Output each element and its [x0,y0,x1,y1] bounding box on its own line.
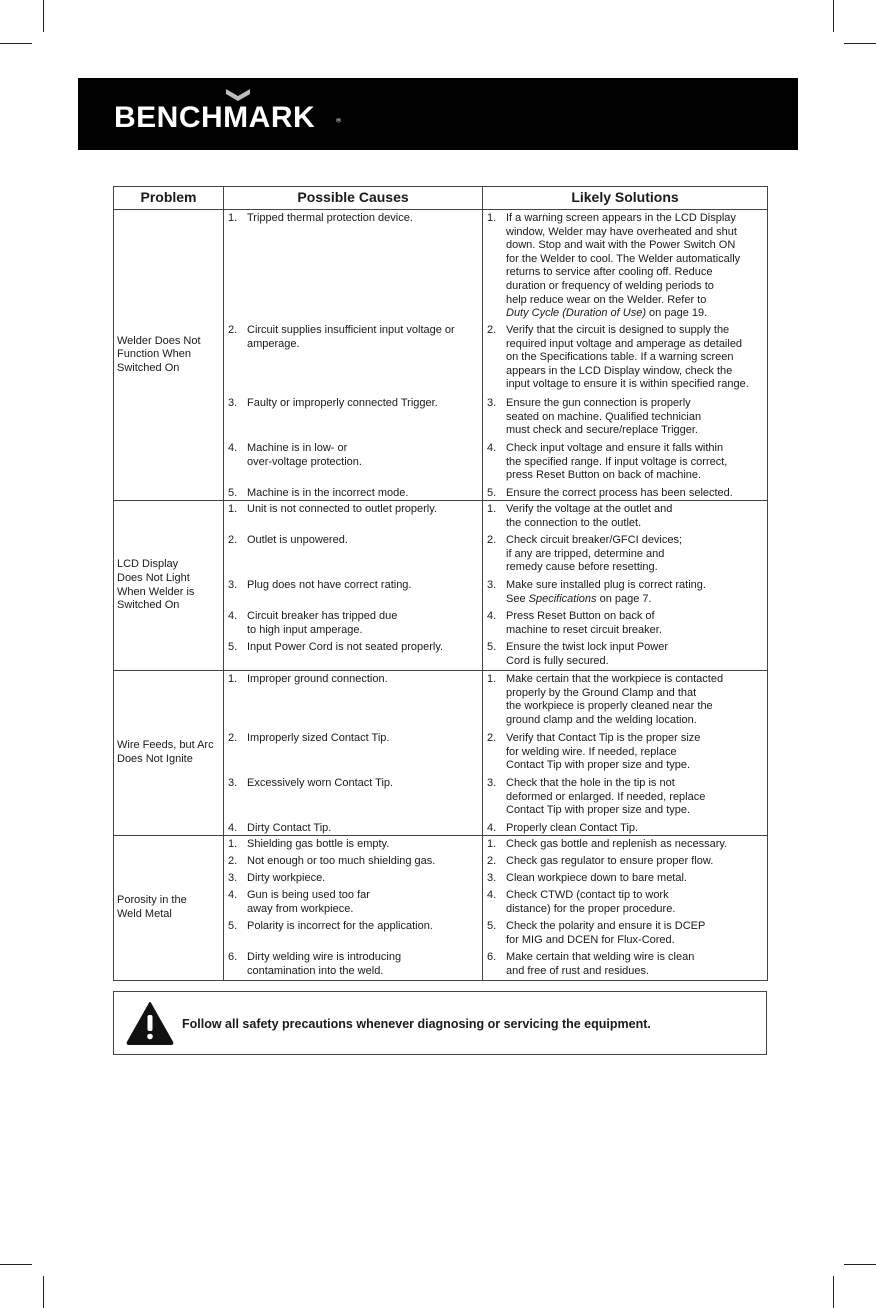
cause-item: 4. Circuit breaker has tripped due to high input amperage. [228,610,398,636]
crop-mark [0,43,32,44]
solution-item: 3. Ensure the gun connection is properly seated on machine. Qualified technician must check and secure/replace Trigger. [487,397,702,437]
cause-item: 3. Plug does not have correct rating. [228,579,412,591]
cause-item: 4. Dirty Contact Tip. [228,822,332,834]
solution-item: 2. Check gas regulator to ensure proper flow. [487,855,714,867]
cause-item: 5. Input Power Cord is not seated properly. [228,641,444,653]
cause-item: 5. Machine is in the incorrect mode. [228,487,409,499]
cause-item: 4. Machine is in low- or over-voltage protection. [228,442,362,468]
registered-mark: ® [334,118,340,123]
cause-item: 1. Tripped thermal protection device. [228,212,413,224]
cause-item: 4. Gun is being used too far away from workpiece. [228,889,370,915]
solutions-cell [483,671,768,836]
table-header-row [114,187,768,210]
problem-cell [114,671,224,836]
safety-note-text: Follow all safety precautions whenever diagnosing or servicing the equipment. [182,1017,651,1031]
solution-item: 2. Verify that Contact Tip is the proper size for welding wire. If needed, replace Contact Tip with proper size and type. [487,732,701,772]
solution-item: 2. Verify that the circuit is designed to supply the required input voltage and amperage as detailed on the Specifications table. If a warning screen appears in the LCD Display window, check the input voltage to ensure it is within specified range. [487,324,749,391]
crop-mark [833,0,834,32]
chevron-icon [226,89,250,101]
causes-cell [224,210,483,501]
cause-item: 2. Circuit supplies insufficient input voltage or amperage. [228,324,455,350]
solution-item: 3. Check that the hole in the tip is not deformed or enlarged. If needed, replace Contact Tip with proper size and type. [487,777,706,817]
solution-item: 1. If a warning screen appears in the LCD Display window, Welder may have overheated and shut down. Stop and wait with the Power Switch ON for the Welder to cool. The Welder automatically returns to service after cooling off. Reduce duration or frequency of welding periods to help reduce wear on the Welder. Refer to Duty Cycle (Duration of Use) on page 19. [487,212,741,320]
causes-cell [224,501,483,671]
cause-item: 1. Shielding gas bottle is empty. [228,838,390,850]
warning-triangle-icon [126,1001,174,1045]
problem-text: Welder Does Not Function When Switched On [117,334,201,374]
cause-item: 2. Outlet is unpowered. [228,534,348,546]
table-row [114,501,768,671]
solution-item: 6. Make certain that welding wire is clean and free of rust and residues. [487,951,695,977]
table-row [114,836,768,981]
crop-mark [844,1264,876,1265]
solution-item: 4. Check input voltage and ensure it falls within the specified range. If input voltage is correct, press Reset Button on back of machine. [487,442,728,482]
cause-item: 2. Not enough or too much shielding gas. [228,855,436,867]
problem-cell [114,210,224,501]
header-problem: Problem [114,187,224,210]
solution-item: 1. Make certain that the workpiece is contacted properly by the Ground Clamp and that the workpiece is properly cleaned near the ground clamp and the welding location. [487,673,724,726]
crop-mark [43,0,44,32]
crop-mark [844,43,876,44]
solution-item: 4. Properly clean Contact Tip. [487,822,639,834]
crop-mark [0,1264,32,1265]
cause-item: 3. Dirty workpiece. [228,872,326,884]
causes-cell [224,836,483,981]
solution-item: 2. Check circuit breaker/GFCI devices; if any are tripped, determine and remedy cause before resetting. [487,534,683,574]
cause-item: 6. Dirty welding wire is introducing contamination into the weld. [228,951,402,977]
table-row [114,210,768,501]
problem-cell [114,836,224,981]
brand-logo-m: M [223,86,249,150]
safety-note-box [113,991,767,1055]
solution-item: 4. Press Reset Button on back of machine to reset circuit breaker. [487,610,662,636]
solution-item: 5. Check the polarity and ensure it is DCEP for MIG and DCEN for Flux-Cored. [487,920,706,946]
table-row [114,671,768,836]
problem-text: Wire Feeds, but Arc Does Not Ignite [117,739,214,765]
solution-item: 4. Check CTWD (contact tip to work distance) for the proper procedure. [487,889,676,915]
brand-logo: BENCH MARK [114,86,315,150]
troubleshooting-table [113,186,768,981]
problem-text: LCD Display Does Not Light When Welder is Switched On [117,558,195,612]
solution-item: 3. Clean workpiece down to bare metal. [487,872,687,884]
cause-item: 2. Improperly sized Contact Tip. [228,732,390,744]
header-likely-solutions: Likely Solutions [483,187,768,210]
solution-item: 3. Make sure installed plug is correct rating. See Specifications on page 7. [487,579,706,605]
crop-mark [43,1276,44,1308]
problem-cell [114,501,224,671]
header-possible-causes: Possible Causes [224,187,483,210]
causes-cell [224,671,483,836]
cause-item: 1. Improper ground connection. [228,673,388,685]
solution-item: 1. Check gas bottle and replenish as necessary. [487,838,728,850]
solution-item: 5. Ensure the twist lock input Power Cord is fully secured. [487,641,669,667]
solution-item: 1. Verify the voltage at the outlet and the connection to the outlet. [487,503,673,529]
solutions-cell [483,501,768,671]
solutions-cell [483,210,768,501]
cause-item: 1. Unit is not connected to outlet properly. [228,503,437,515]
crop-mark [833,1276,834,1308]
solutions-cell [483,836,768,981]
solution-item: 5. Ensure the correct process has been selected. [487,487,733,499]
cause-item: 3. Excessively worn Contact Tip. [228,777,394,789]
problem-text: Porosity in the Weld Metal [117,894,187,920]
cause-item: 3. Faulty or improperly connected Trigger. [228,397,438,409]
cause-item: 5. Polarity is incorrect for the application. [228,920,433,932]
